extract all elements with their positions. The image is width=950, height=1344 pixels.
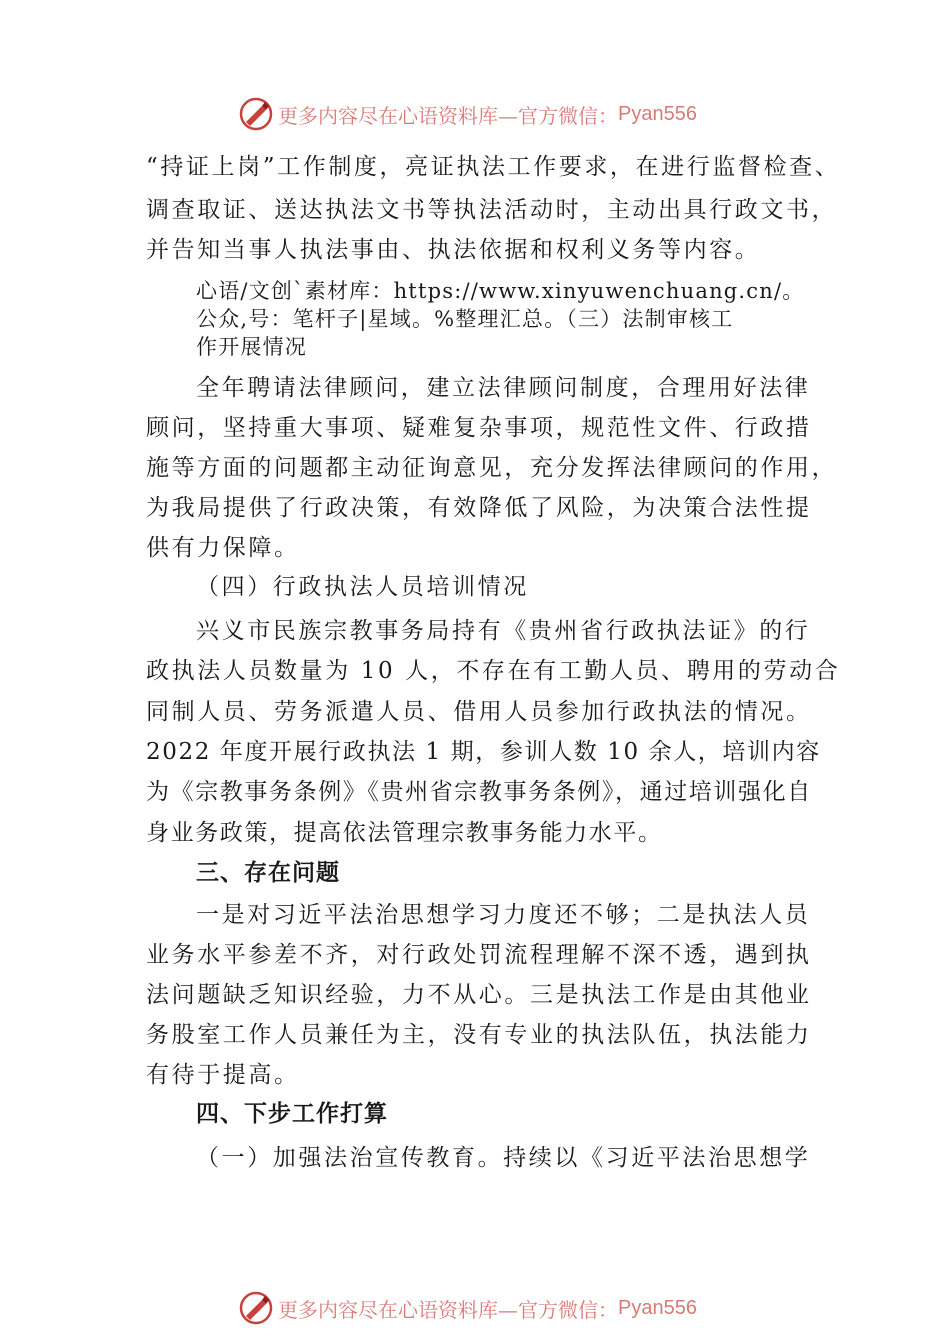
body-line: 业务水平参差不齐，对行政处罚流程理解不深不透，遇到执 xyxy=(146,942,812,968)
body-line: 政执法人员数量为 10 人，不存在有工勤人员、聘用的劳动合 xyxy=(146,658,841,684)
body-line: 法问题缺乏知识经验，力不从心。三是执法工作是由其他业 xyxy=(146,982,812,1008)
watermark-wechat-id: Pyan556 xyxy=(618,1296,697,1319)
body-line: 为我局提供了行政决策，有效降低了风险，为决策合法性提 xyxy=(146,495,812,521)
watermark-wechat-id: Pyan556 xyxy=(618,102,697,125)
body-line: 务股室工作人员兼任为主，没有专业的执法队伍，执法能力 xyxy=(146,1022,812,1048)
watermark-text: 更多内容尽在心语资料库—官方微信： xyxy=(278,103,618,128)
header-watermark xyxy=(238,96,697,132)
body-line: 顾问，坚持重大事项、疑难复杂事项，规范性文件、行政措 xyxy=(146,415,812,441)
pen-logo-icon xyxy=(238,96,274,132)
pen-logo-icon xyxy=(238,1290,274,1326)
body-line: 兴义市民族宗教事务局持有《贵州省行政执法证》的行 xyxy=(196,618,811,644)
body-line: 2022 年度开展行政执法 1 期，参训人数 10 余人，培训内容 xyxy=(146,739,821,765)
subsection-title-continued: 作开展情况 xyxy=(196,335,307,359)
body-line: 供有力保障。 xyxy=(146,535,300,561)
body-line: 调查取证、送达执法文书等执法活动时，主动出具行政文书， xyxy=(146,197,838,223)
source-note-line: 心语/文创`素材库：https://www.xinyuwenchuang.cn/。 xyxy=(196,279,805,303)
body-line: 全年聘请法律顾问，建立法律顾问制度，合理用好法律 xyxy=(196,375,811,401)
section-heading: 三、存在问题 xyxy=(196,860,340,886)
body-line: 并告知当事人执法事由、执法依据和权利义务等内容。 xyxy=(146,237,761,263)
body-line: 一是对习近平法治思想学习力度还不够；二是执法人员 xyxy=(196,902,811,928)
body-line: 为《宗教事务条例》《贵州省宗教事务条例》，通过培训强化自 xyxy=(146,779,812,805)
body-line: （一）加强法治宣传教育。持续以《习近平法治思想学 xyxy=(196,1145,811,1171)
watermark-text: 更多内容尽在心语资料库—官方微信： xyxy=(278,1297,618,1322)
subsection-title: （四）行政执法人员培训情况 xyxy=(196,574,529,600)
body-line: “持证上岗”工作制度，亮证执法工作要求，在进行监督检查、 xyxy=(146,154,841,180)
body-line: 身业务政策，提高依法管理宗教事务能力水平。 xyxy=(146,820,663,846)
section-heading: 四、下步工作打算 xyxy=(196,1101,388,1127)
source-note-line: 公众,号：笔杆子|星域。%整理汇总。（三）法制审核工 xyxy=(196,307,734,331)
body-line: 有待于提高。 xyxy=(146,1062,300,1088)
footer-watermark xyxy=(238,1290,697,1326)
body-line: 同制人员、劳务派遣人员、借用人员参加行政执法的情况。 xyxy=(146,699,812,725)
body-line: 施等方面的问题都主动征询意见，充分发挥法律顾问的作用， xyxy=(146,455,838,481)
